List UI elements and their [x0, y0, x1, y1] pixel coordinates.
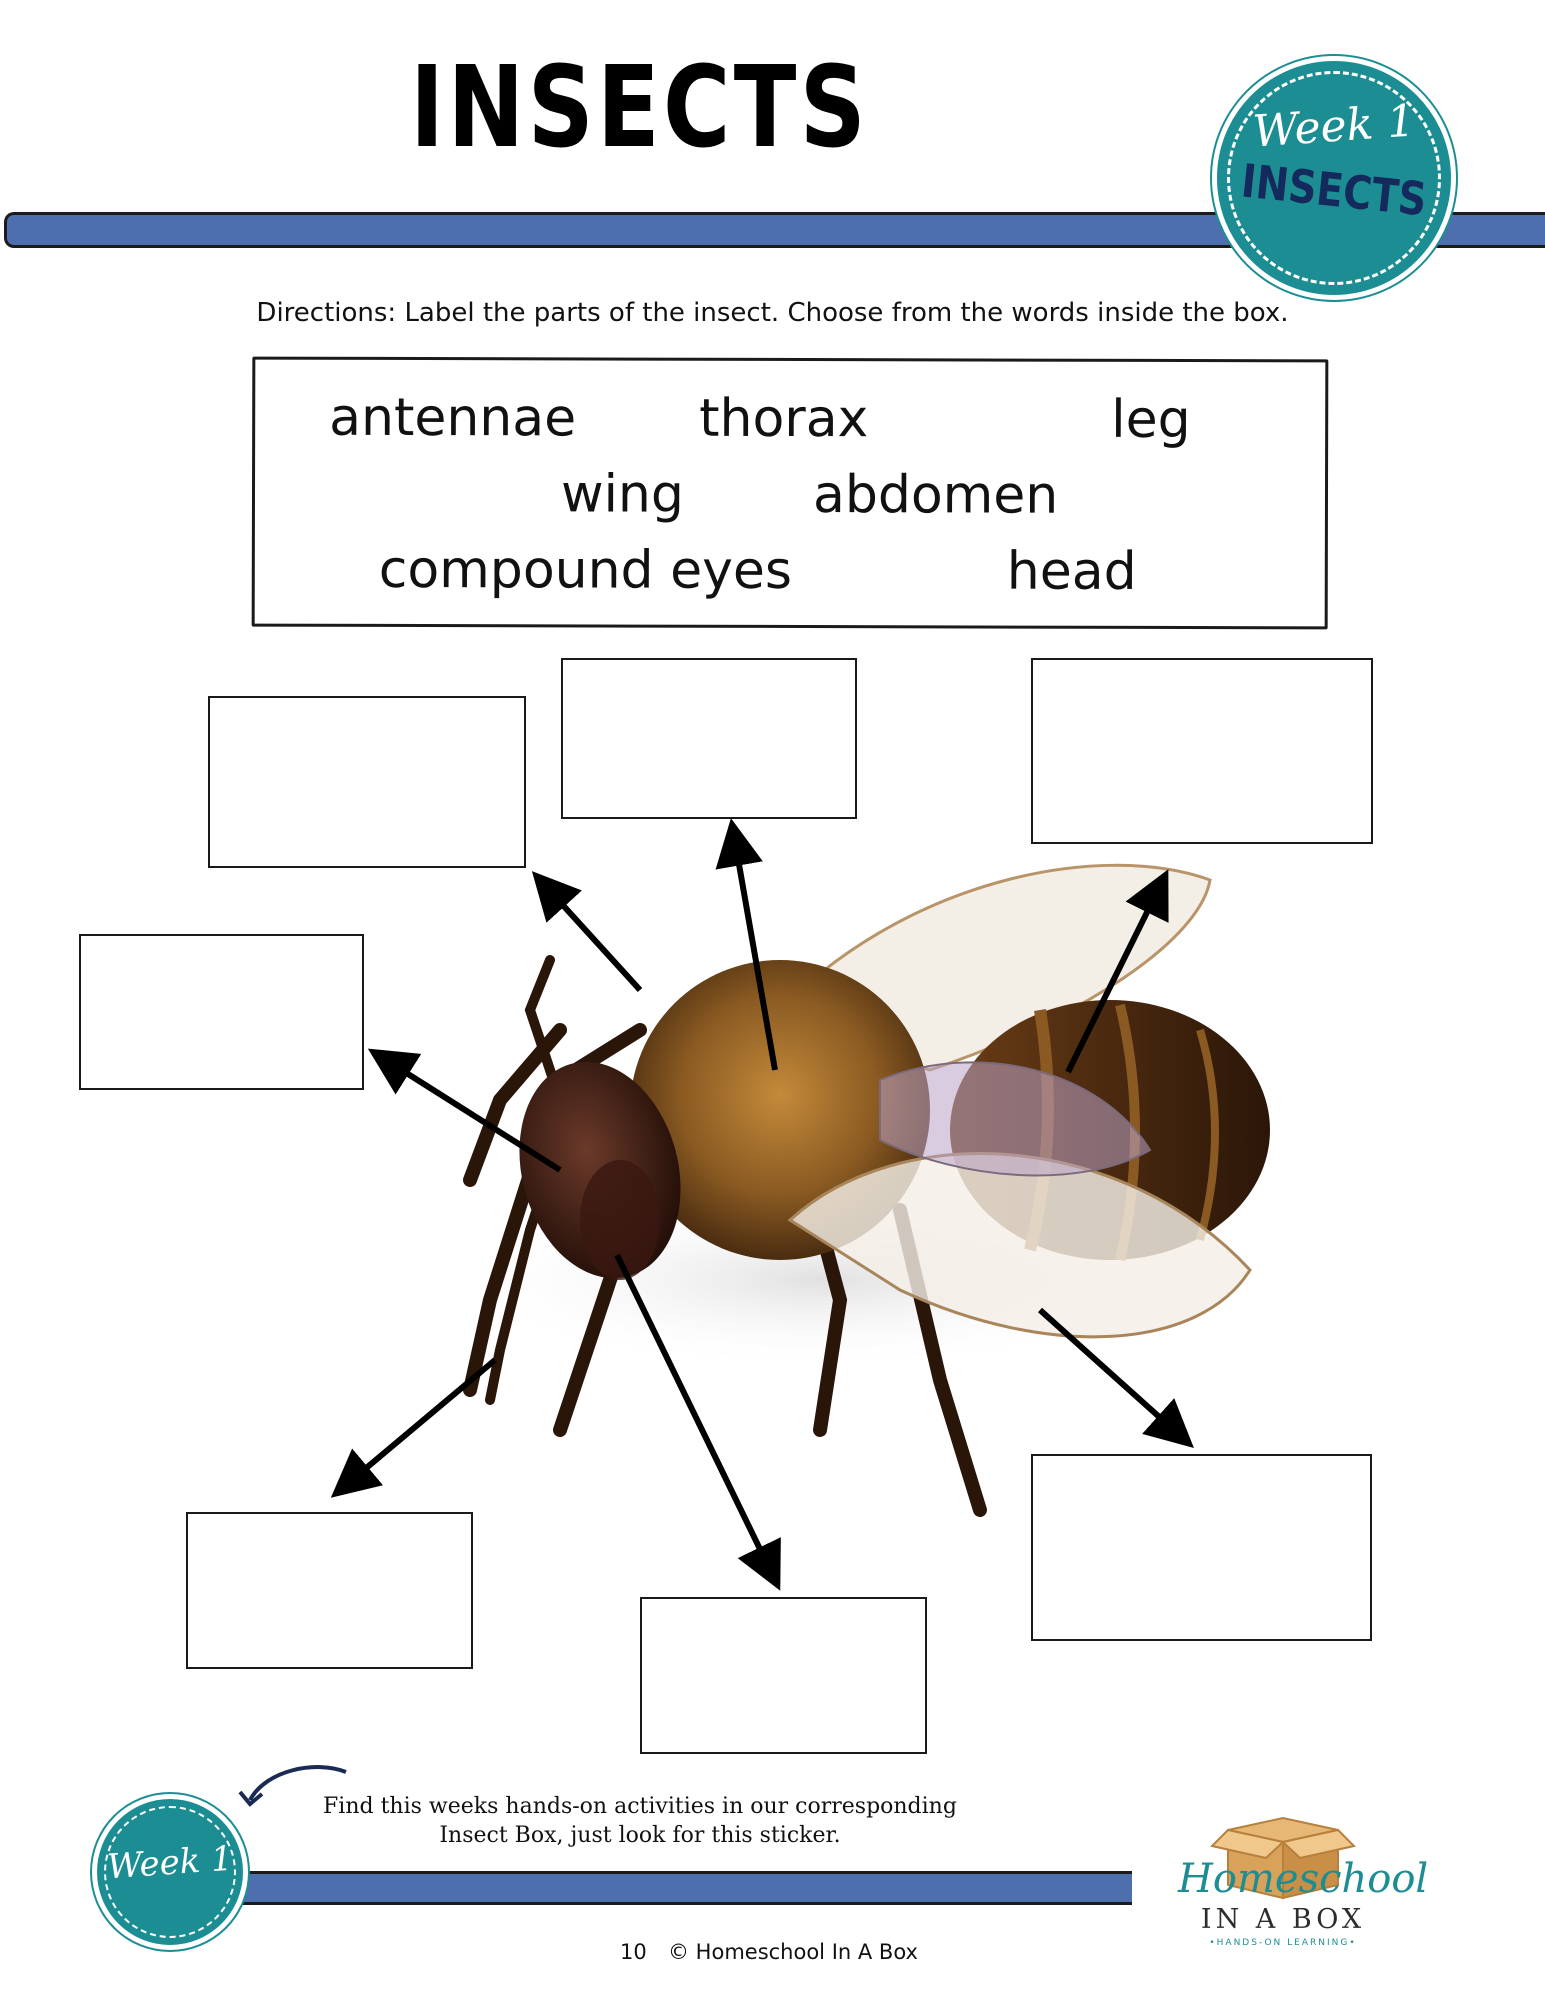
week-sticker-icon: [92, 1794, 248, 1950]
sticker-note: [300, 1792, 980, 1850]
sticker-week-label: Week 1: [106, 1838, 234, 1888]
word-wing: wing: [560, 464, 685, 525]
copyright-text: © Homeschool In A Box: [668, 1940, 918, 1964]
word-leg: leg: [1111, 389, 1191, 451]
logo-tagline: •HANDS-ON LEARNING•: [1209, 1938, 1357, 1948]
week-badge: [1212, 56, 1456, 300]
bee-iridescent-wing: [880, 1062, 1150, 1175]
bee-compound-eye: [580, 1160, 660, 1280]
badge-week-label: Week 1: [1251, 95, 1417, 158]
arrow-leg: [340, 1360, 495, 1490]
sticker-note-line-1: Find this weeks hands-on activities in our corresponding: [323, 1794, 957, 1819]
word-head: head: [1006, 541, 1137, 602]
page-title: INSECTS: [410, 43, 870, 173]
bee-head-shape: [496, 1044, 704, 1297]
label-box-compound-eyes[interactable]: [79, 934, 364, 1090]
label-box-leg[interactable]: [186, 1512, 473, 1669]
bee-abdomen-shape: [950, 1000, 1270, 1260]
bee-thorax-shape: [630, 960, 930, 1260]
word-compound-eyes: compound eyes: [378, 539, 793, 602]
arrow-abdomen: [1068, 880, 1163, 1072]
word-thorax: thorax: [699, 388, 869, 450]
label-box-head[interactable]: [640, 1597, 927, 1754]
arrow-head: [617, 1255, 775, 1580]
label-box-antennae[interactable]: [208, 696, 526, 868]
homeschool-in-a-box-logo: [1178, 1810, 1429, 1960]
arrow-thorax: [733, 830, 775, 1070]
arrow-compound-eyes: [378, 1055, 560, 1170]
page-number: 10: [620, 1940, 647, 1964]
label-box-wing[interactable]: [1031, 1454, 1372, 1641]
bee-front-wing: [790, 1154, 1250, 1337]
logo-script-text: Homeschool: [1178, 1856, 1429, 1902]
bee-legs: [470, 1000, 980, 1510]
arrow-antennae: [540, 880, 640, 990]
word-bank-box: [252, 357, 1329, 630]
label-box-thorax[interactable]: [561, 658, 857, 819]
directions-text: Directions: Label the parts of the insect. Choose from the words inside the box.: [256, 298, 1289, 328]
logo-inabox-text: IN A BOX: [1200, 1904, 1366, 1935]
bee-shadow: [440, 1190, 1200, 1370]
footer-band: [210, 1871, 1132, 1905]
bee-antennae: [490, 960, 570, 1400]
label-box-abdomen[interactable]: [1031, 658, 1373, 844]
arrow-wing: [1040, 1310, 1185, 1440]
sticker-note-line-2: Insect Box, just look for this sticker.: [439, 1823, 841, 1848]
bee-back-wing: [770, 865, 1210, 1070]
badge-topic-label: INSECTS: [1238, 153, 1430, 227]
word-antennae: antennae: [329, 387, 577, 449]
word-abdomen: abdomen: [812, 465, 1059, 526]
